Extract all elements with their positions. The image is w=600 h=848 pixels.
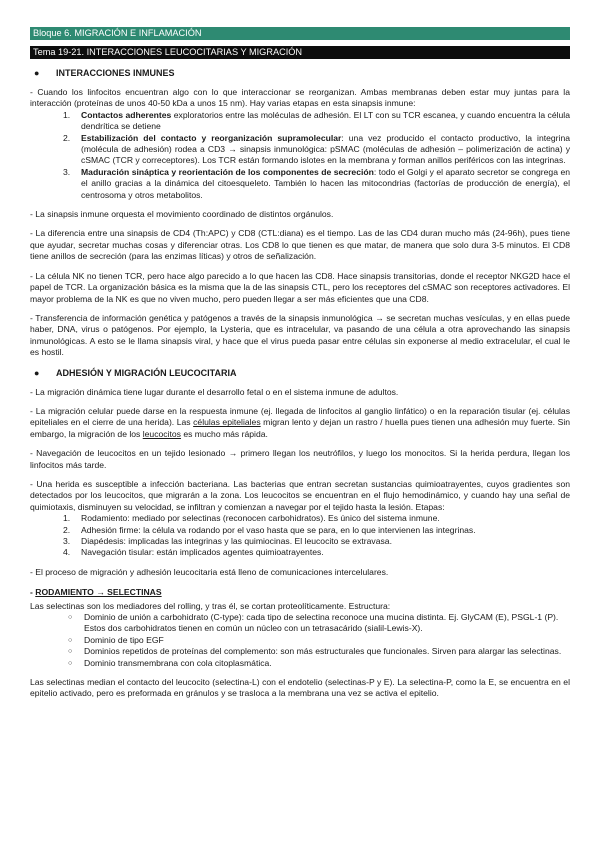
topic-header: Tema 19-21. INTERACCIONES LEUCOCITARIAS Y MIGRACIÓN <box>30 46 570 59</box>
numbered-list-migration <box>63 513 570 559</box>
item-number: 3. <box>63 536 71 546</box>
list-item <box>63 536 570 547</box>
item-number: 1. <box>63 109 71 120</box>
section-title: ADHESIÓN Y MIGRACIÓN LEUCOCITARIA <box>56 367 237 378</box>
item-number: 2. <box>63 132 71 143</box>
numbered-list-stages <box>63 110 570 201</box>
item-text: Dominio de unión a carbohidrato (C-type): cada tipo de selectina reconoce una mucina distinta. Ej. GlyCAM (E), PSGL-1 (P). Estos dos carbohidratos tienen en común un núcleo con un tetrasacárido (sialil-Lewis-X). <box>84 612 559 634</box>
list-item <box>63 513 570 524</box>
paragraph: - Navegación de leucocitos en un tejido lesionado → primero llegan los neutrófilos, y luego los monocitos. Si la herida perdura, llegan los linfocitos más tarde. <box>30 448 570 470</box>
section-heading-interacciones <box>30 67 570 79</box>
paragraph: Las selectinas median el contacto del leucocito (selectina-L) con el endotelio (selectinas-P y E). La selectina-P, como la E, se encuentra en el epitelio activado, pero es preformada en gránulos y se trasloca a la membrana una vez se activa el epitelio. <box>30 677 570 699</box>
paragraph: - Una herida es susceptible a infección bacteriana. Las bacterias que entran secretan sustancias quimioatrayentes, cuyos gradientes son detectados por los leucocitos, que migrarán a la zona. Los leucocitos se encuentran en el flujo hemodinámico, y cuando hay una señal de quimiotaxis, disminuyen su velocidad, se infiltran y comienzan a navegar por el tejido hasta la lesión. Etapas: <box>30 478 570 512</box>
item-text: Dominios repetidos de proteínas del complemento: son más estructurales que funcionales. Sirven para alargar las selectinas. <box>84 646 562 657</box>
underlined-term: células epiteliales <box>193 417 261 428</box>
paragraph: Las selectinas son los mediadores del rolling, y tras él, se cortan proteolíticamente. Estructura: <box>30 600 391 611</box>
item-text: Navegación tisular: están implicados agentes quimioatrayentes. <box>81 547 324 558</box>
paragraph: - El proceso de migración y adhesión leucocitaria está lleno de comunicaciones intercelulares. <box>30 566 389 577</box>
document-page <box>0 27 600 848</box>
dash: - <box>30 587 36 598</box>
item-text: : todo el Golgi y el aparato secretor se congrega en el anillo gracias a la dinámica del citoesqueleto. También lo hacen las mitocondrias (factorías de producción de energía), el centrosoma y otros metabolitos. <box>81 166 570 200</box>
list-item <box>63 133 570 167</box>
subsection-title: RODAMIENTO → SELECTINAS <box>35 587 162 598</box>
subsection-heading <box>30 587 570 598</box>
list-item <box>68 646 570 657</box>
item-text: Adhesión firme: la célula va rodando por el vaso hasta que se para, en lo que intervienen las integrinas. <box>81 524 476 535</box>
paragraph: - La migración dinámica tiene lugar durante el desarrollo fetal o en el sistema inmune de adultos. <box>30 386 399 397</box>
list-item <box>63 110 570 133</box>
section-title: INTERACCIONES INMUNES <box>56 68 175 78</box>
item-number: 4. <box>63 547 71 558</box>
bullet-list-structure <box>68 612 570 669</box>
paragraph <box>30 406 570 440</box>
paragraph: - Transferencia de información genética y patógenos a través de la sinapsis inmunológica → se secretan muchas vesículas, y en ellas puede haber, DNA, virus o patógenos. Por ejemplo, la Lysteria, que es intracelular, va pasando de una célula a otra aprovechando las sinapsis inmunológicas. A esto se le llama sinapsis viral, y hace que el virus pueda pasar entre células sin exponerse al medio extracelular, el cual le es hostil. <box>30 312 570 358</box>
paragraph: - La diferencia entre una sinapsis de CD4 (Th:APC) y CD8 (CTL:diana) es el tiempo. Las de las CD4 duran mucho más (24-96h), pues tiene que ayudar, secretar muchas cosas y diferenciar otras. Los CD8 lo que tienen es que matar, de manera que solo dura 3-5 minutos. El CD8 tiene anillos de secreción (para las enzimas líticas) y otros de señalización. <box>30 228 570 262</box>
text-run: es mucho más rápida. <box>180 428 268 439</box>
item-text: exploratorios entre las moléculas de adhesión. El LT con su TCR escanea, y cuando encuentra la célula dendrítica se detiene <box>81 109 570 132</box>
item-text: Dominio transmembrana con cola citoplasmática. <box>84 657 272 668</box>
item-term: Estabilización del contacto y reorganización supramolecular <box>81 132 342 143</box>
list-item <box>68 635 570 646</box>
item-term: Contactos adherentes <box>81 109 172 120</box>
paragraph: - La sinapsis inmune orquesta el movimiento coordinado de distintos orgánulos. <box>30 209 334 220</box>
circle-bullet-icon: ○ <box>68 659 73 667</box>
circle-bullet-icon: ○ <box>68 614 73 622</box>
text-run: - La migración celular puede darse en la respuesta inmune (ej. llegada de linfocitos al ganglio linfático) o en la reparación tisular (ej. células epiteliales en el cierre de una herida). Las <box>30 405 570 428</box>
list-item <box>68 658 570 669</box>
list-item <box>63 167 570 201</box>
item-text: : una vez producido el contacto productivo, la integrina (molécula de adhesión) rodea a CD3 → sinapsis inmunológica: pSMAC (moléculas de adhesión – polimerización de actina) y cSMAC (TCR y correceptores). Los TCR están formando islotes en la membrana y forman anillos periféricos con las integrinas. <box>81 132 570 166</box>
bullet-icon: ● <box>34 68 40 78</box>
list-item <box>68 612 570 635</box>
item-number: 1. <box>63 513 71 524</box>
section-heading-adhesion <box>30 367 570 379</box>
list-item <box>63 525 570 536</box>
text-run: migran lento y dejan un rastro / huella pues tienen una adhesión muy fuerte. Sin embargo, la migración de los <box>30 417 571 439</box>
circle-bullet-icon: ○ <box>68 648 73 656</box>
item-number: 3. <box>63 166 71 177</box>
block-header: Bloque 6. MIGRACIÓN E INFLAMACIÓN <box>30 27 570 40</box>
underlined-term: leucocitos <box>142 428 181 439</box>
circle-bullet-icon: ○ <box>68 636 73 644</box>
item-text: Diapédesis: implicadas las integrinas y las quimiocinas. El leucocito se extravasa. <box>81 536 392 546</box>
item-text: Rodamiento: mediado por selectinas (reconocen carbohidratos). Es único del sistema inmune. <box>81 513 440 524</box>
item-text: Dominio de tipo EGF <box>84 634 164 645</box>
bullet-icon: ● <box>34 367 40 378</box>
item-term: Maduración sináptica y reorientación de los componentes de secreción <box>81 166 374 177</box>
list-item <box>63 547 570 558</box>
paragraph: - Cuando los linfocitos encuentran algo con lo que interaccionar se reorganizan. Ambas membranas deben estar muy juntas para la interacción (proteínas de unos 40-50 kDa a unos 15 nm). Hay varias etapas en esta sinapsis inmune: <box>30 87 570 109</box>
item-number: 2. <box>63 524 71 535</box>
paragraph: - La célula NK no tienen TCR, pero hace algo parecido a lo que hacen las CD8. Hace sinapsis transitorias, donde el receptor NKG2D hace el papel de TCR. La organización básica es la misma que la de las sinapsis CTL, pero los receptores del cSMAC son receptores activadores. El mayor problema de la NK es que no viven mucho, pero pueden llegar a ser más eficientes que una CD8. <box>30 270 570 304</box>
